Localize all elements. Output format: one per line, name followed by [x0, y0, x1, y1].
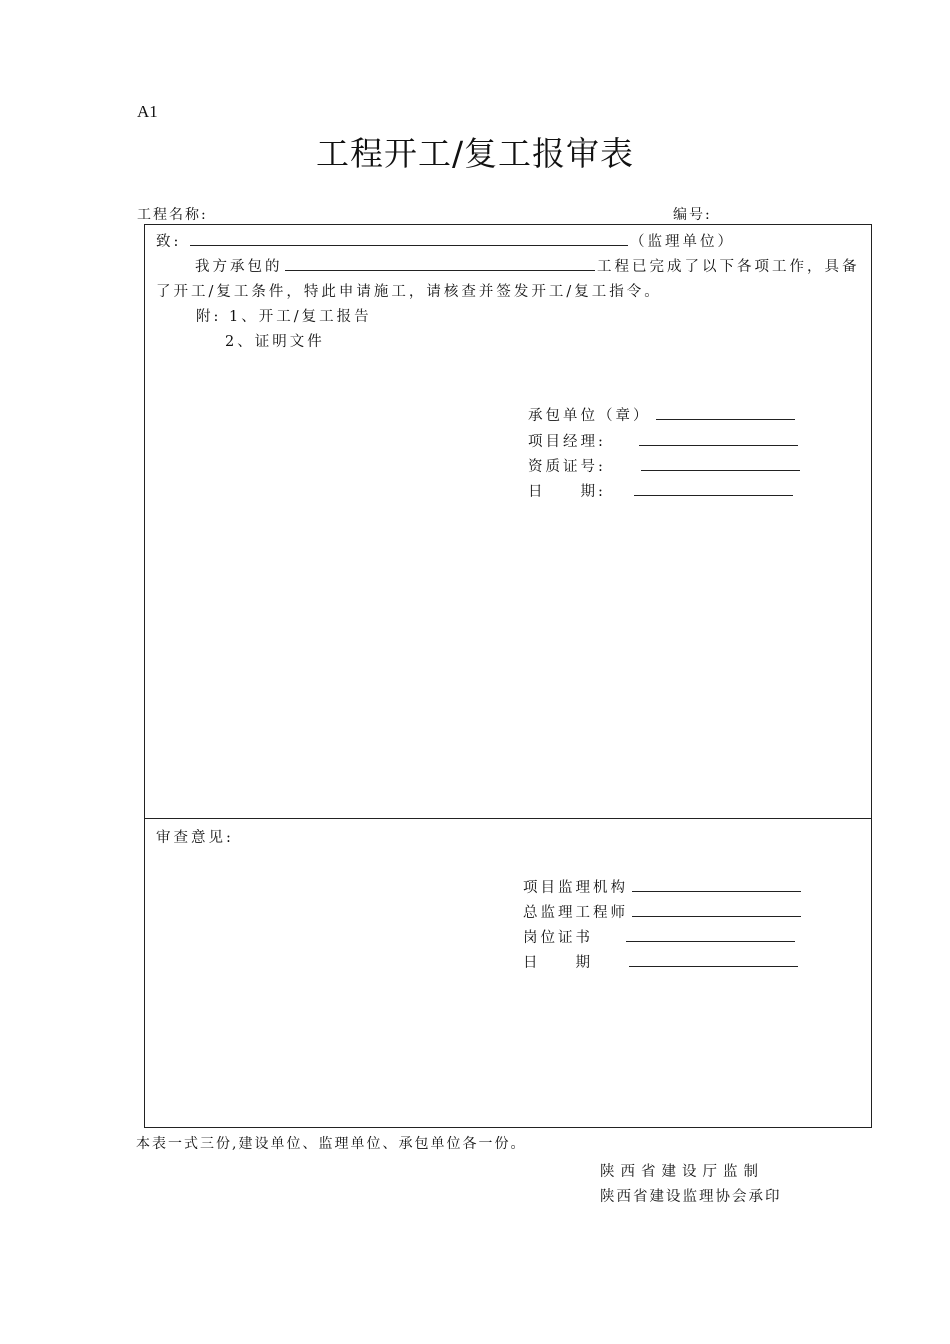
printed-by: 陕西省建设监理协会承印	[600, 1189, 782, 1205]
copies-note: 本表一式三份,建设单位、监理单位、承包单位各一份。	[136, 1136, 527, 1152]
form-code: A1	[137, 102, 158, 121]
review-date-label: 日 期	[523, 955, 593, 971]
qualification-label: 资质证号:	[528, 459, 606, 475]
supervision-org-field[interactable]	[632, 891, 801, 892]
supervised-by: 陕西省建设厅监制	[600, 1164, 764, 1180]
application-date-label: 日 期:	[528, 484, 606, 500]
body-line-2: 了开工/复工条件，特此申请施工，请核查并签发开工/复工指令。	[156, 284, 662, 300]
section-divider	[145, 818, 872, 819]
chief-engineer-field[interactable]	[632, 916, 801, 917]
supervision-unit-field[interactable]	[190, 245, 628, 246]
review-opinion-label: 审查意见:	[156, 830, 234, 846]
form-table	[144, 224, 872, 1128]
post-certificate-label: 岗位证书	[523, 930, 593, 946]
attachment-1: 附: 1、开工/复工报告	[196, 309, 372, 325]
manager-label: 项目经理:	[528, 434, 606, 450]
to-label: 致:	[156, 234, 182, 250]
review-date-field[interactable]	[629, 966, 798, 967]
page-title: 工程开工/复工报审表	[315, 134, 635, 173]
post-certificate-field[interactable]	[626, 941, 795, 942]
qualification-field[interactable]	[641, 470, 800, 471]
attachment-2: 2、证明文件	[225, 334, 325, 350]
manager-field[interactable]	[639, 445, 798, 446]
contractor-field[interactable]	[656, 419, 795, 420]
contractor-label: 承包单位（章）	[528, 408, 651, 424]
chief-engineer-label: 总监理工程师	[523, 905, 628, 921]
number-label: 编号:	[673, 207, 712, 223]
project-name-label: 工程名称:	[137, 207, 208, 223]
supervision-org-label: 项目监理机构	[523, 880, 628, 896]
contracted-project-field[interactable]	[285, 270, 595, 271]
body-prefix: 我方承包的	[195, 259, 283, 275]
to-suffix: （监理单位）	[630, 234, 735, 250]
body-suffix: 工程已完成了以下各项工作，具备	[597, 259, 860, 275]
application-date-field[interactable]	[634, 495, 793, 496]
